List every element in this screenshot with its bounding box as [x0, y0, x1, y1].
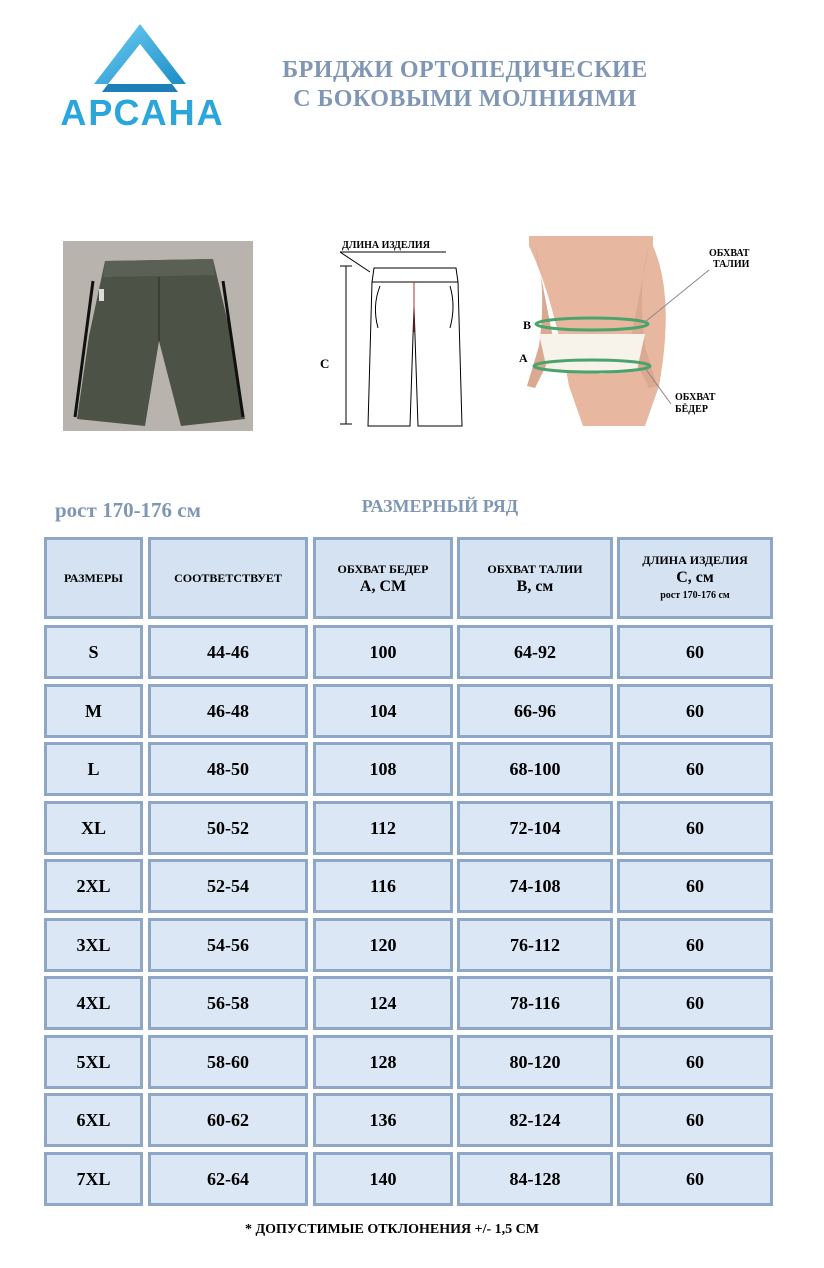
header-length-line2: С, см [676, 569, 714, 586]
height-label: рост 170-176 см [55, 498, 201, 522]
cell-corresponds [148, 742, 308, 796]
cell-length [617, 684, 773, 738]
cell-size-text: 3XL [76, 934, 111, 955]
cell-hips [313, 1093, 453, 1147]
cell-waist [457, 859, 613, 913]
cell-corresponds-text: 46-48 [207, 700, 249, 721]
cell-size [44, 684, 143, 738]
cell-length-text: 60 [686, 992, 704, 1013]
cell-hips [313, 625, 453, 679]
header-hips [313, 537, 453, 619]
cell-size-text: L [87, 758, 100, 779]
cell-hips-text: 108 [369, 758, 397, 779]
header-length [617, 537, 773, 619]
waist-label-line2: ТАЛИИ [713, 259, 750, 270]
page-title [240, 56, 690, 114]
cell-size [44, 742, 143, 796]
header-length-line1: ДЛИНА ИЗДЕЛИЯ [642, 553, 748, 567]
cell-corresponds [148, 918, 308, 972]
title-line-2: С БОКОВЫМИ МОЛНИЯМИ [293, 86, 637, 112]
cell-corresponds-text: 58-60 [207, 1051, 249, 1072]
cell-hips-text: 124 [369, 992, 397, 1013]
cell-waist-text: 72-104 [509, 817, 561, 838]
cell-size [44, 1093, 143, 1147]
cell-corresponds-text: 48-50 [207, 758, 249, 779]
cell-length [617, 859, 773, 913]
cell-length-text: 60 [686, 1051, 704, 1072]
cell-length-text: 60 [686, 1168, 704, 1189]
drawing-c-label: С [320, 356, 330, 371]
cell-waist [457, 742, 613, 796]
cell-waist [457, 1152, 613, 1206]
cell-waist [457, 976, 613, 1030]
cell-size [44, 625, 143, 679]
cell-corresponds [148, 1152, 308, 1206]
cell-corresponds-text: 62-64 [207, 1168, 249, 1189]
cell-corresponds-text: 44-46 [207, 641, 249, 662]
header-size-text: РАЗМЕРЫ [64, 571, 123, 585]
cell-waist [457, 625, 613, 679]
cell-waist-text: 82-124 [509, 1109, 561, 1130]
cell-length [617, 742, 773, 796]
hips-label-line1: ОБХВАТ [675, 392, 716, 403]
cell-size-text: 7XL [76, 1168, 111, 1189]
cell-waist [457, 1035, 613, 1089]
cell-length [617, 1093, 773, 1147]
cell-hips [313, 684, 453, 738]
cell-size-text: 2XL [76, 875, 111, 896]
cell-length-text: 60 [686, 875, 704, 896]
marker-b: В [523, 318, 532, 332]
cell-length-text: 60 [686, 934, 704, 955]
cell-corresponds-text: 56-58 [207, 992, 249, 1013]
cell-hips [313, 1152, 453, 1206]
cell-corresponds [148, 976, 308, 1030]
cell-hips [313, 976, 453, 1030]
cell-size [44, 976, 143, 1030]
cell-size [44, 1035, 143, 1089]
header-waist-line1: ОБХВАТ ТАЛИИ [487, 562, 583, 576]
cell-hips [313, 918, 453, 972]
cell-hips-text: 112 [369, 817, 396, 838]
cell-hips-text: 120 [369, 934, 397, 955]
cell-hips-text: 104 [369, 700, 397, 721]
cell-corresponds [148, 684, 308, 738]
cell-waist [457, 801, 613, 855]
cell-waist-text: 80-120 [509, 1051, 561, 1072]
cell-length [617, 918, 773, 972]
header-corresponds-text: СООТВЕТСТВУЕТ [174, 571, 282, 585]
cell-corresponds-text: 50-52 [207, 817, 249, 838]
cell-size-text: XL [80, 817, 106, 838]
cell-hips-text: 116 [369, 875, 396, 896]
cell-size-text: M [85, 700, 102, 721]
cell-waist-text: 74-108 [509, 875, 561, 896]
header-hips-line1: ОБХВАТ БЕДЕР [337, 562, 429, 576]
cell-waist [457, 918, 613, 972]
cell-corresponds-text: 54-56 [207, 934, 249, 955]
cell-corresponds [148, 801, 308, 855]
cell-size-text: 4XL [76, 992, 111, 1013]
cell-size [44, 801, 143, 855]
cell-length [617, 801, 773, 855]
cell-length-text: 60 [686, 641, 704, 662]
cell-length [617, 976, 773, 1030]
cell-hips [313, 1035, 453, 1089]
cell-corresponds [148, 1093, 308, 1147]
marker-a: А [519, 351, 528, 365]
header-waist [457, 537, 613, 619]
cell-corresponds [148, 1035, 308, 1089]
cell-corresponds [148, 625, 308, 679]
cell-size [44, 918, 143, 972]
hips-label-line2: БЁДЕР [675, 404, 708, 415]
drawing-length-label: ДЛИНА ИЗДЕЛИЯ [342, 240, 430, 251]
cell-size [44, 1152, 143, 1206]
cell-length [617, 1152, 773, 1206]
cell-waist [457, 684, 613, 738]
cell-size-text: 5XL [76, 1051, 111, 1072]
header-hips-line2: А, СМ [359, 578, 407, 595]
cell-length [617, 1035, 773, 1089]
cell-size-text: 6XL [76, 1109, 111, 1130]
header-length-line3: рост 170-176 см [660, 590, 730, 601]
cell-length-text: 60 [686, 758, 704, 779]
cell-waist-text: 66-96 [514, 700, 556, 721]
cell-length-text: 60 [686, 700, 704, 721]
cell-hips-text: 140 [369, 1168, 397, 1189]
header-waist-line2: В, см [516, 578, 554, 595]
cell-waist-text: 84-128 [509, 1168, 561, 1189]
cell-size [44, 859, 143, 913]
cell-waist-text: 68-100 [509, 758, 561, 779]
cell-length-text: 60 [686, 817, 704, 838]
cell-corresponds-text: 52-54 [207, 875, 249, 896]
cell-hips [313, 742, 453, 796]
product-photo [63, 241, 253, 431]
title-line-1: БРИДЖИ ОРТОПЕДИЧЕСКИЕ [282, 57, 648, 83]
cell-hips-text: 136 [369, 1109, 397, 1130]
footnote: * ДОПУСТИМЫЕ ОТКЛОНЕНИЯ +/- 1,5 СМ [245, 1222, 539, 1237]
header-corresponds [148, 537, 308, 619]
cell-hips [313, 859, 453, 913]
cell-length [617, 625, 773, 679]
cell-corresponds-text: 60-62 [207, 1109, 249, 1130]
cell-hips-text: 128 [369, 1051, 397, 1072]
cell-waist [457, 1093, 613, 1147]
body-measurement-illustration [519, 236, 757, 432]
cell-waist-text: 76-112 [509, 934, 560, 955]
cell-waist-text: 78-116 [509, 992, 560, 1013]
cell-length-text: 60 [686, 1109, 704, 1130]
brand-name: АРСАНА [60, 92, 225, 133]
cell-corresponds [148, 859, 308, 913]
cell-hips [313, 801, 453, 855]
pants-technical-drawing [318, 236, 478, 432]
waist-label-line1: ОБХВАТ [709, 248, 750, 259]
cell-waist-text: 64-92 [514, 641, 556, 662]
cell-size-text: S [88, 641, 99, 662]
size-series-title: РАЗМЕРНЫЙ РЯД [361, 496, 519, 516]
header-size [44, 537, 143, 619]
cell-hips-text: 100 [369, 641, 397, 662]
